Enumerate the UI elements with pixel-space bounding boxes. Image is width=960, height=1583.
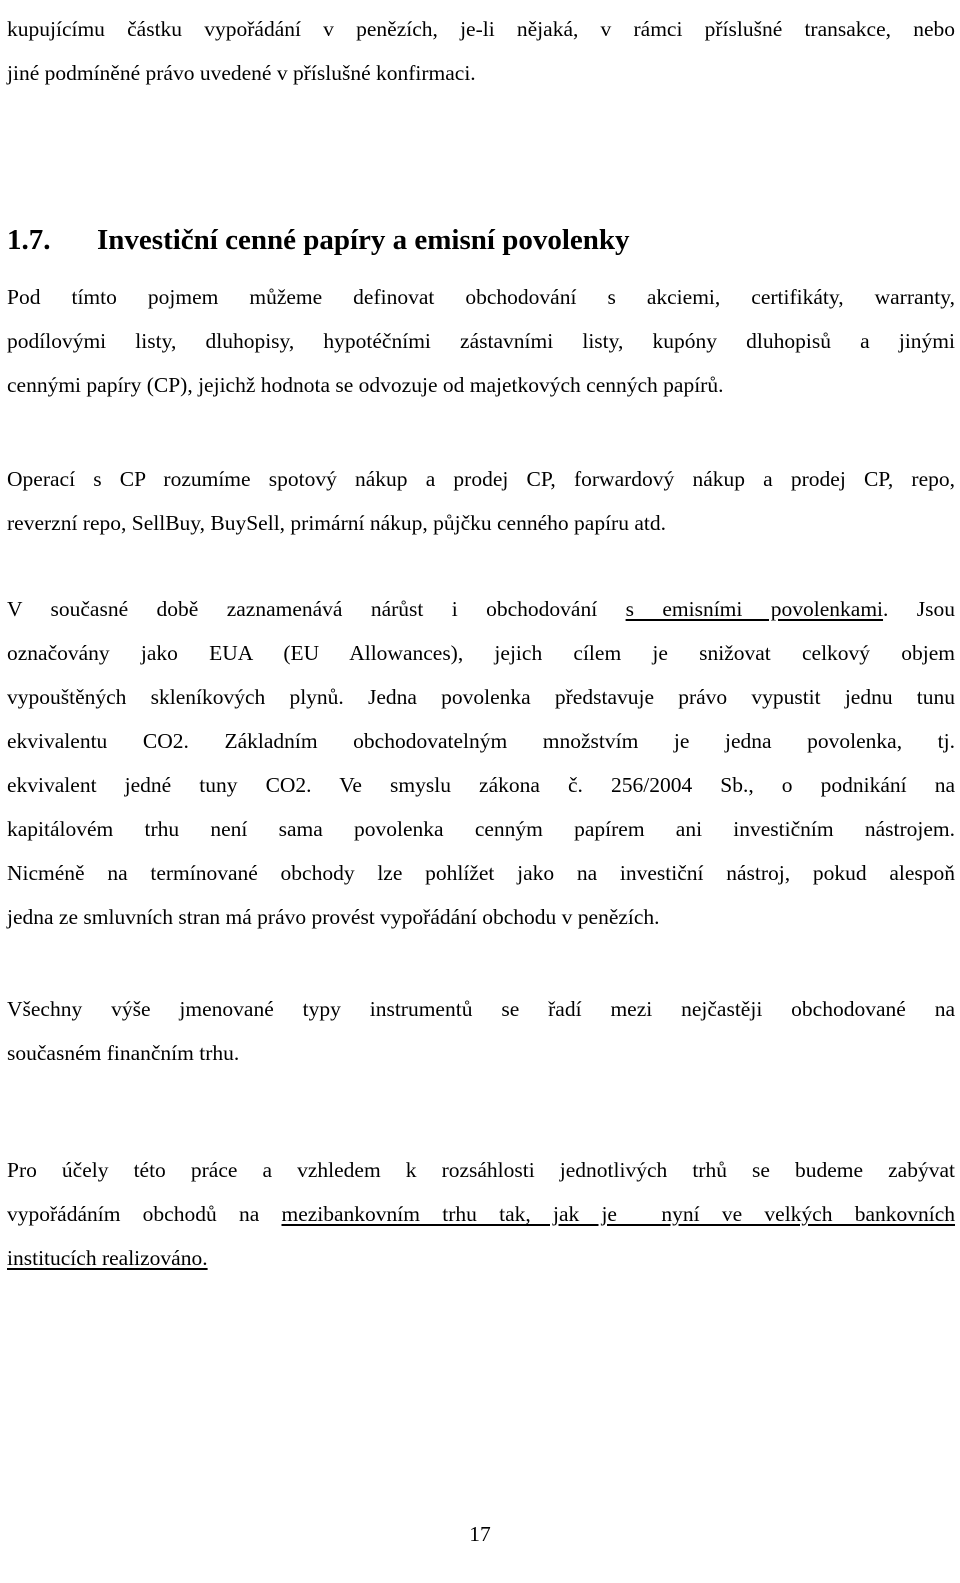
page-number: 17 <box>469 1522 491 1546</box>
text-line: vypouštěných skleníkových plynů. Jedna povolenka představuje právo vypustit jednu tunu <box>7 685 955 709</box>
text-line: reverzní repo, SellBuy, BuySell, primární nákup, půjčku cenného papíru atd. <box>7 511 666 535</box>
text-run: V současné době zaznamenává nárůst i obchodování <box>7 597 598 621</box>
text-line: současném finančním trhu. <box>7 1041 240 1065</box>
underlined-realized: institucích realizováno. <box>7 1246 208 1270</box>
text-line: ekvivalent jedné tuny CO2. Ve smyslu zákona č. 256/2004 Sb., o podnikání na <box>7 773 955 797</box>
text-run: vypořádáním obchodů na <box>7 1202 260 1226</box>
intro-paragraph <box>7 7 955 95</box>
text-line: Nicméně na termínované obchody lze pohlížet jako na investiční nástroj, pokud alespoň <box>7 861 955 885</box>
text-line: kapitálovém trhu není sama povolenka cenným papírem ani investičním nástrojem. <box>7 817 955 841</box>
text-line: Všechny výše jmenované typy instrumentů se řadí mezi nejčastěji obchodované na <box>7 997 955 1021</box>
paragraph-operations <box>7 457 955 545</box>
text-line: Pod tímto pojmem můžeme definovat obchodování s akciemi, certifikáty, warranty, <box>7 285 955 309</box>
underlined-interbank-market: mezibankovním trhu tak, jak je nyní ve velkých bankovních <box>281 1202 956 1226</box>
underlined-emission-allowances: s emisními povolenkami <box>625 597 884 621</box>
text-line: jedna ze smluvních stran má právo provést vypořádání obchodu v penězích. <box>7 905 660 929</box>
text-line: Pro účely této práce a vzhledem k rozsáhlosti jednotlivých trhů se budeme zabývat <box>7 1158 955 1182</box>
text-line <box>7 1236 955 1280</box>
text-line: podílovými listy, dluhopisy, hypotéčními zástavními listy, kupóny dluhopisů a jinými <box>7 329 955 353</box>
text-line: ekvivalentu CO2. Základním obchodovatelným množstvím je jedna povolenka, tj. <box>7 729 955 753</box>
text-line: kupujícímu částku vypořádání v penězích, je-li nějaká, v rámci příslušné transakce, nebo <box>7 17 955 41</box>
section-heading <box>7 212 630 268</box>
text-line: Operací s CP rozumíme spotový nákup a prodej CP, forwardový nákup a prodej CP, repo, <box>7 467 955 491</box>
text-line: jiné podmíněné právo uvedené v příslušné konfirmaci. <box>7 61 476 85</box>
text-line <box>7 1192 955 1236</box>
paragraph-scope <box>7 1148 955 1280</box>
text-line <box>7 587 955 631</box>
text-line: cennými papíry (CP), jejichž hodnota se odvozuje od majetkových cenných papírů. <box>7 373 724 397</box>
paragraph-emission-allowances <box>7 587 955 939</box>
text-line: označovány jako EUA (EU Allowances), jejich cílem je snižovat celkový objem <box>7 641 955 665</box>
text-run: . Jsou <box>883 597 956 621</box>
paragraph-instruments <box>7 987 955 1075</box>
section-number: 1.7. <box>7 224 51 256</box>
section-title: Investiční cenné papíry a emisní povolenky <box>97 224 630 256</box>
paragraph-definition <box>7 275 955 407</box>
